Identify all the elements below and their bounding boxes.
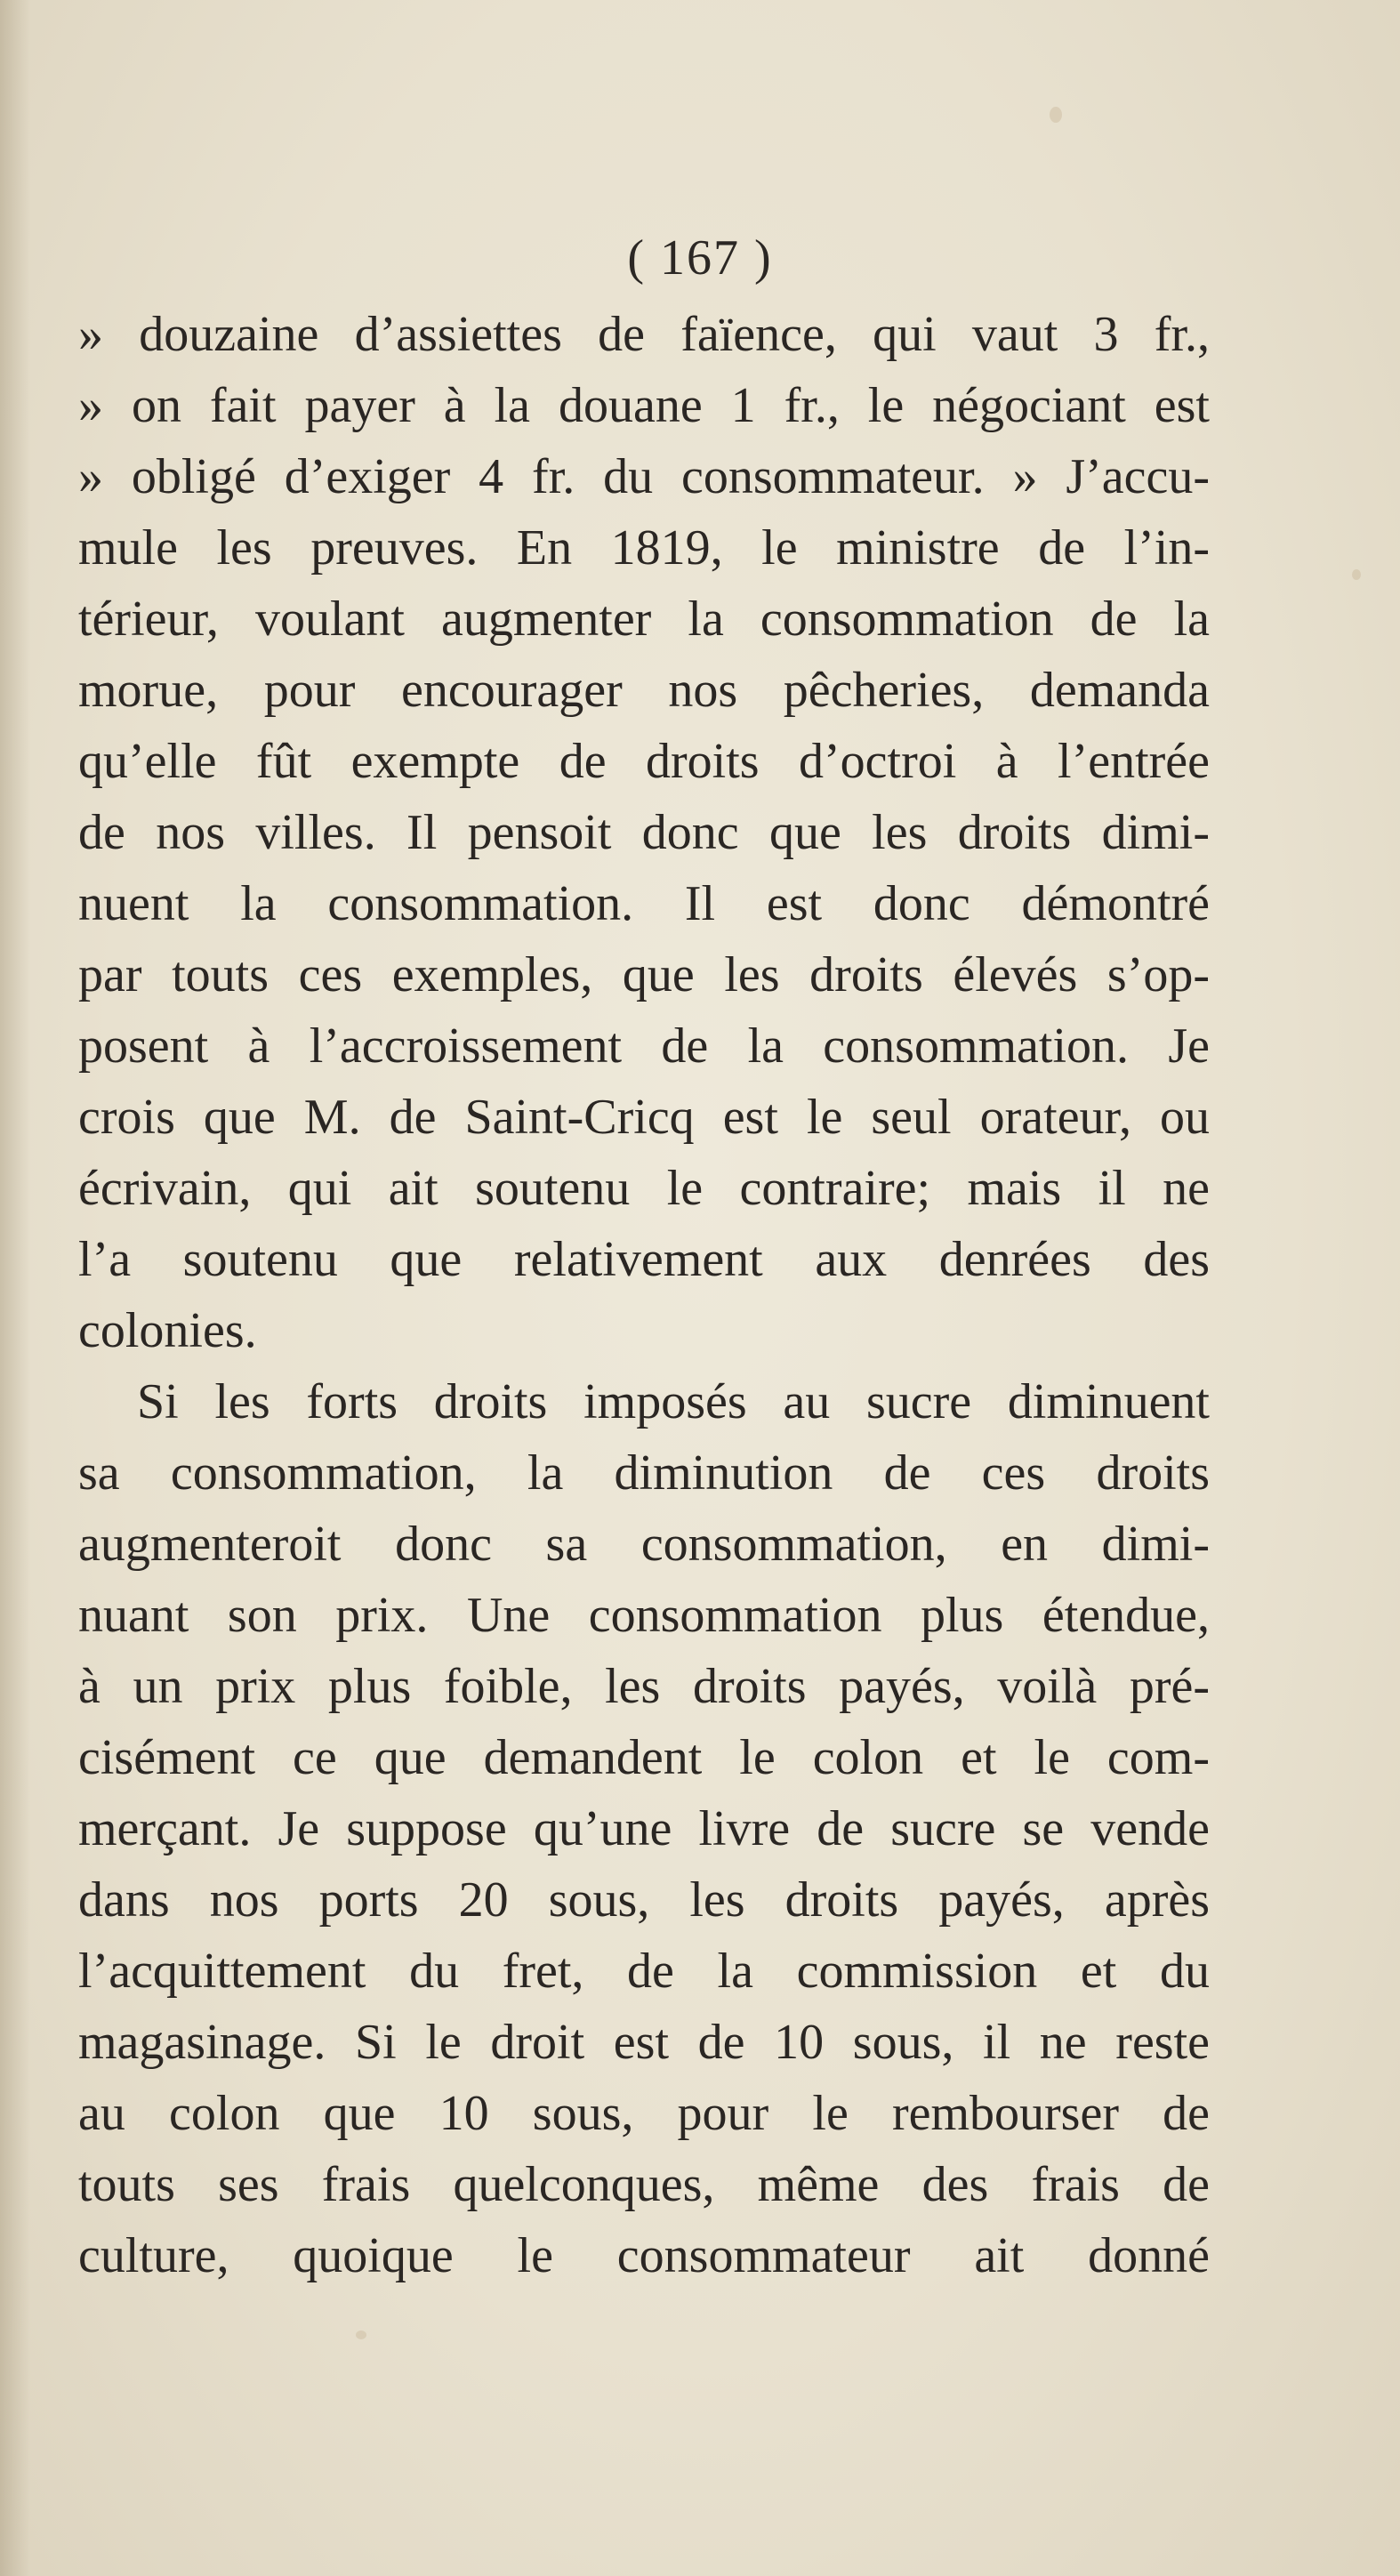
text-line: posent à l’accroissement de la consommation. Je xyxy=(78,1018,1210,1074)
text-line: écrivain, qui ait soutenu le contraire; mais il ne xyxy=(78,1161,1210,1216)
body-text xyxy=(78,299,1210,2291)
text-line: térieur, voulant augmenter la consommation de la xyxy=(78,592,1210,647)
text-line: à un prix plus foible, les droits payés, voilà pré- xyxy=(78,1659,1210,1714)
paragraph-end-line: colonies. xyxy=(78,1303,257,1358)
page-number: ( 167 ) xyxy=(627,230,773,286)
page-edge-shadow xyxy=(0,0,30,2576)
text-line: » douzaine d’assiettes de faïence, qui vaut 3 fr., xyxy=(78,307,1210,362)
text-line: » obligé d’exiger 4 fr. du consommateur. » J’accu- xyxy=(78,449,1210,504)
text-line: nuent la consommation. Il est donc démontré xyxy=(78,876,1210,931)
text-line: mule les preuves. En 1819, le ministre de l’in- xyxy=(78,520,1210,576)
text-line: morue, pour encourager nos pêcheries, demanda xyxy=(78,663,1210,718)
paper-stain xyxy=(356,2330,366,2339)
text-line: crois que M. de Saint-Cricq est le seul orateur, ou xyxy=(78,1090,1210,1145)
text-line: augmenteroit donc sa consommation, en dimi- xyxy=(78,1517,1210,1572)
text-line: par touts ces exemples, que les droits élevés s’op- xyxy=(78,947,1210,1002)
text-line: de nos villes. Il pensoit donc que les droits dimi- xyxy=(78,805,1210,860)
text-line: l’a soutenu que relativement aux denrées des xyxy=(78,1232,1210,1287)
paper-stain xyxy=(1352,569,1361,580)
paragraph-start-line: Si les forts droits imposés au sucre diminuent xyxy=(137,1374,1210,1429)
text-line: magasinage. Si le droit est de 10 sous, il ne reste xyxy=(78,2015,1210,2070)
paper-stain xyxy=(1050,107,1062,123)
text-line: merçant. Je suppose qu’une livre de sucre se vende xyxy=(78,1801,1210,1856)
text-line: qu’elle fût exempte de droits d’octroi à l’entrée xyxy=(78,734,1210,789)
text-line: au colon que 10 sous, pour le rembourser de xyxy=(78,2086,1210,2141)
text-line: dans nos ports 20 sous, les droits payés, après xyxy=(78,1872,1210,1928)
text-line: touts ses frais quelconques, même des frais de xyxy=(78,2157,1210,2212)
text-line: l’acquittement du fret, de la commission et du xyxy=(78,1944,1210,1999)
text-line: sa consommation, la diminution de ces droits xyxy=(78,1445,1210,1501)
text-line: culture, quoique le consommateur ait donné xyxy=(78,2228,1210,2283)
text-line: nuant son prix. Une consommation plus étendue, xyxy=(78,1588,1210,1643)
text-line: cisément ce que demandent le colon et le com- xyxy=(78,1730,1210,1785)
text-line: » on fait payer à la douane 1 fr., le négociant est xyxy=(78,378,1210,433)
